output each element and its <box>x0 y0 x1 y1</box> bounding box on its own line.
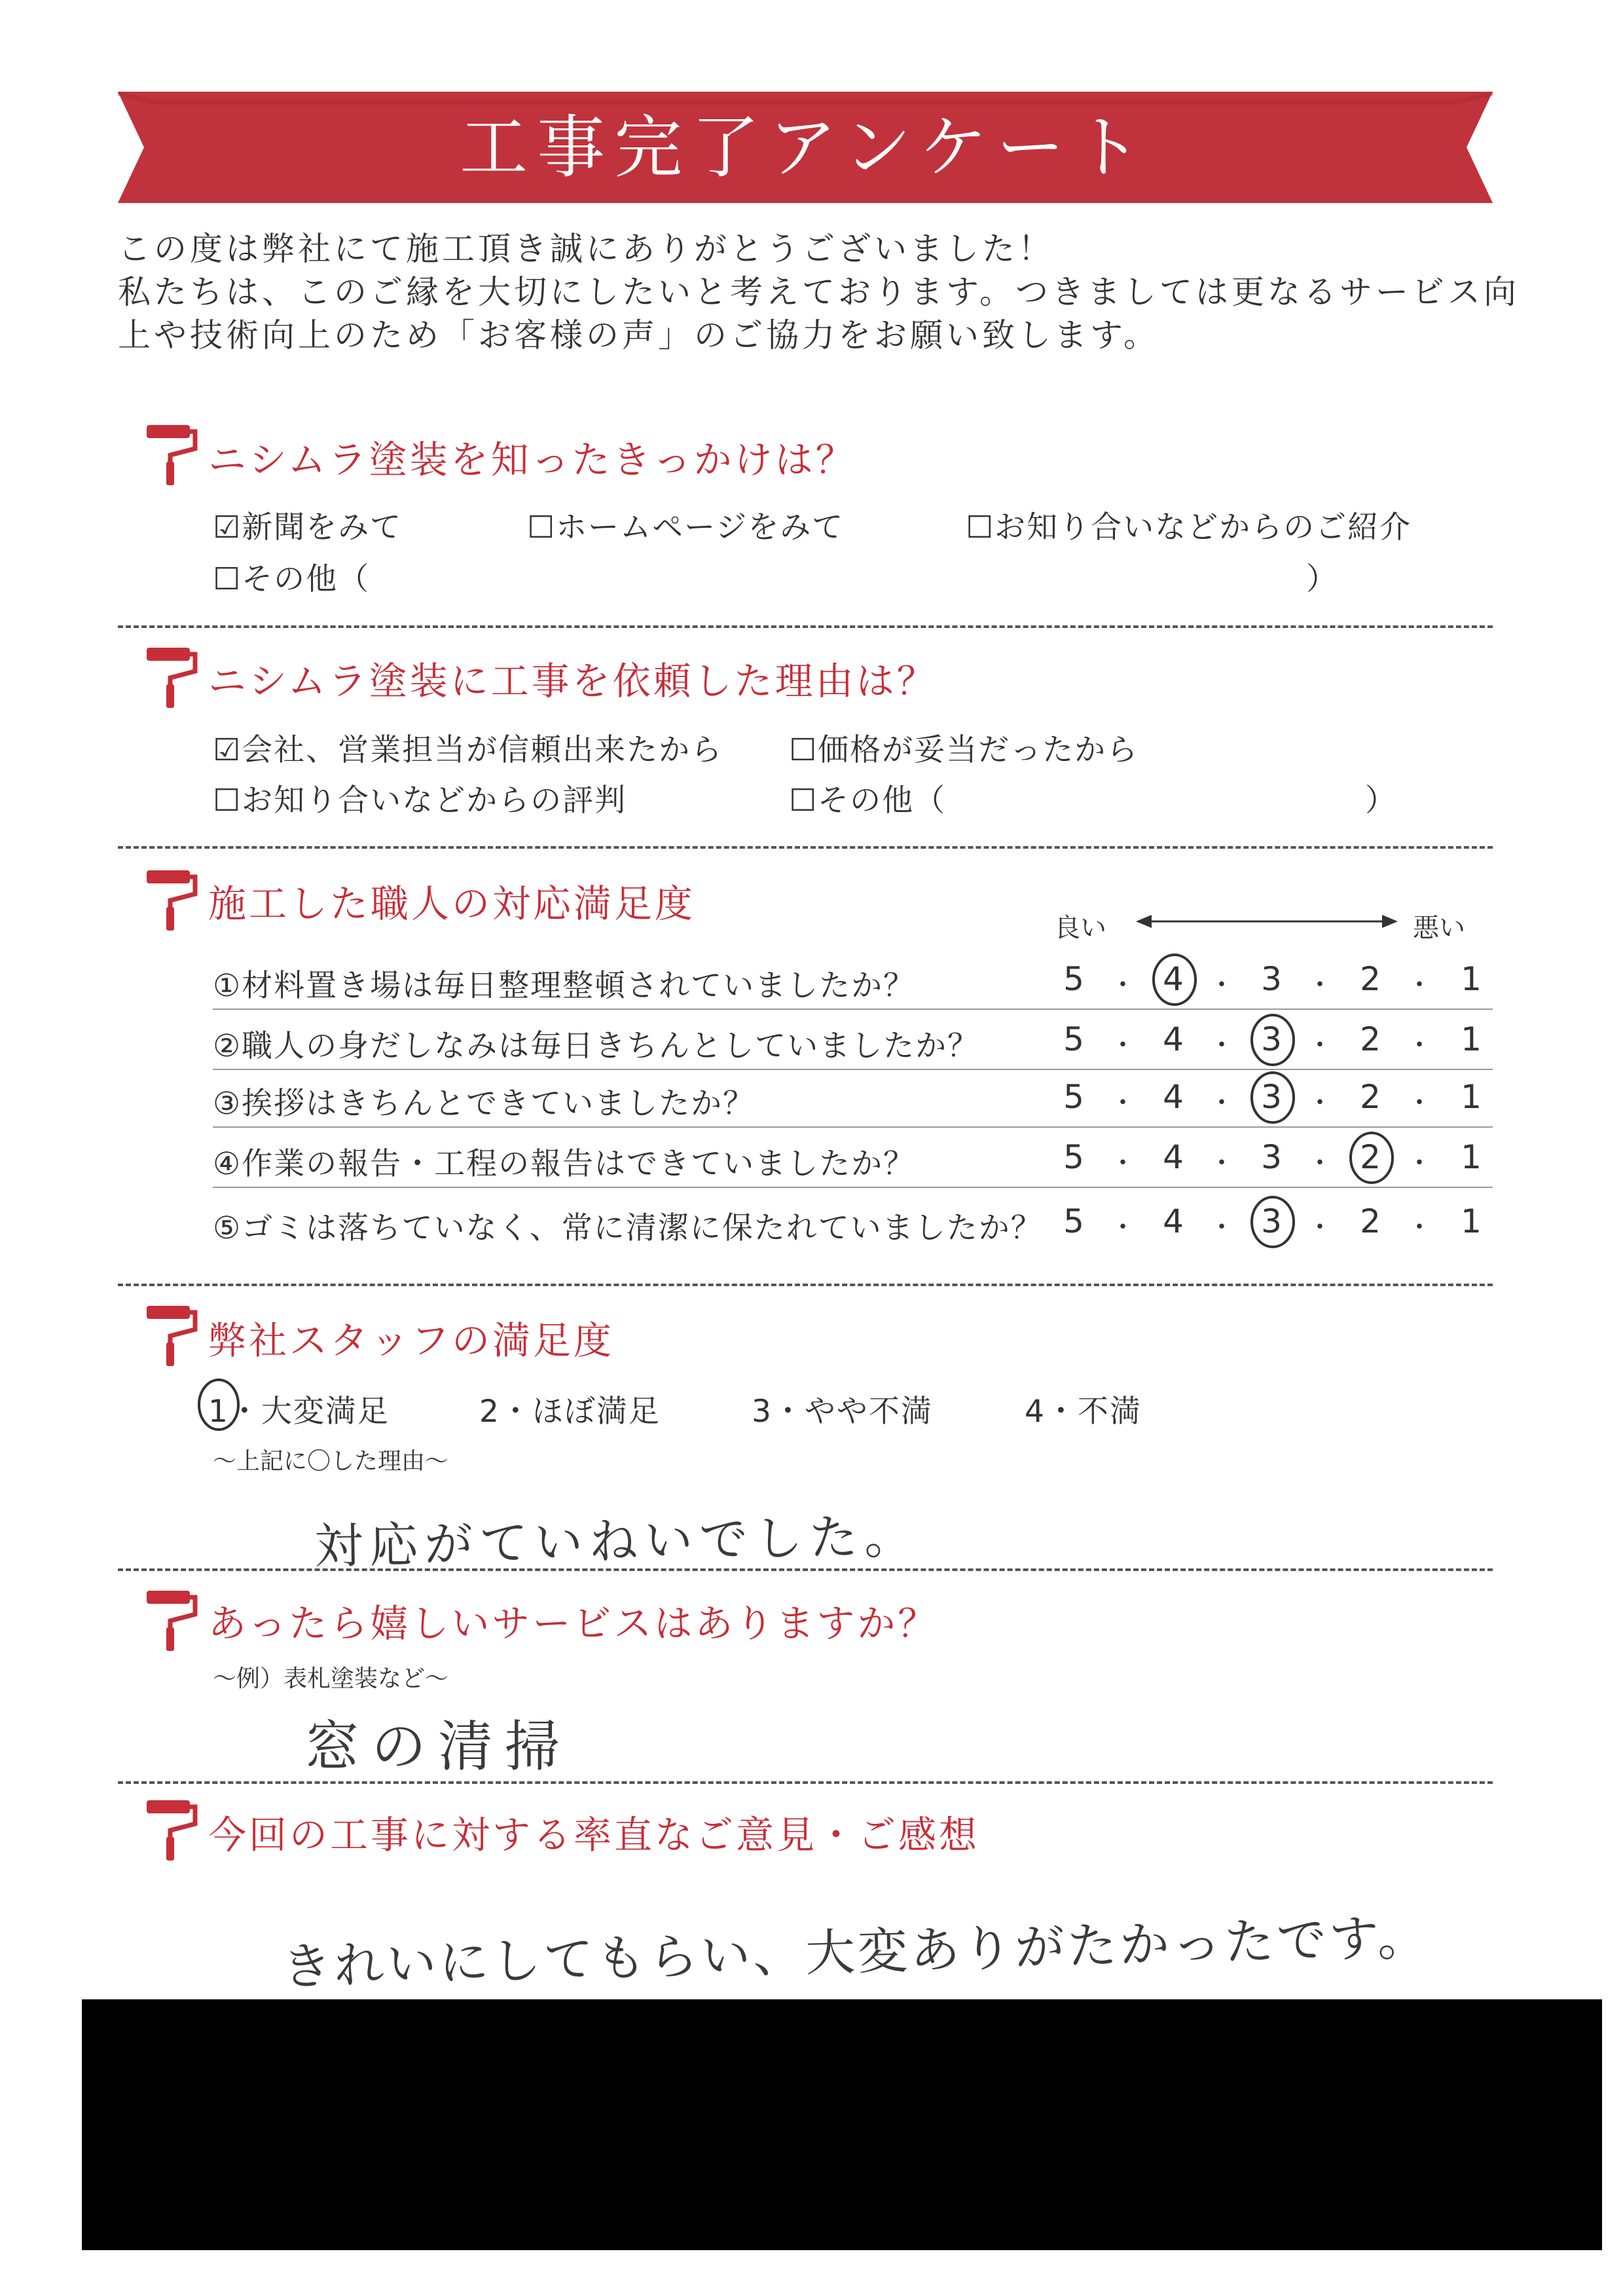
section-divider <box>118 625 1493 628</box>
q2-option-trust[interactable]: ☑会社、営業担当が信頼出来たから <box>213 732 723 768</box>
rating-question: ①材料置き場は毎日整理整頓されていましたか？ <box>213 968 916 1004</box>
rating-question: ④作業の報告・工程の報告はできていましたか？ <box>213 1146 916 1182</box>
q1-option-other[interactable]: ☐その他（ <box>213 561 371 597</box>
scale-arrow-icon <box>1136 912 1398 931</box>
scale-bad-label: 悪い <box>1413 913 1465 943</box>
rating-question: ②職人の身だしなみは毎日きちんとしていましたか？ <box>213 1028 980 1064</box>
q2-option-other[interactable]: ☐その他（ <box>789 783 947 819</box>
section-divider <box>118 846 1493 849</box>
rating-score-1[interactable]: 1 <box>1461 1202 1482 1240</box>
rating-score-4[interactable]: 4 <box>1163 1020 1184 1058</box>
section-divider <box>118 1781 1493 1784</box>
rating-question: ⑤ゴミは落ちていなく、常に清潔に保たれていましたか？ <box>213 1210 1043 1246</box>
q2-title: ニシムラ塗装に工事を依頼した理由は？ <box>208 659 938 703</box>
rating-score-3[interactable]: 3 <box>1261 960 1282 998</box>
rating-separator: ・ <box>1110 1212 1136 1242</box>
page-title: 工事完了アンケート <box>460 107 1151 187</box>
rating-score-2[interactable]: 2 <box>1360 1138 1381 1176</box>
rating-score-2[interactable]: 2 <box>1360 1202 1381 1240</box>
paint-roller-icon <box>145 1798 198 1863</box>
q6-handwritten-answer: きれいにしてもらい、大変ありがたかったです。 <box>281 1908 1431 1996</box>
rating-score-3[interactable]: 3 <box>1261 1202 1282 1240</box>
rating-separator: ・ <box>1110 970 1136 1000</box>
rating-separator: ・ <box>1209 1030 1235 1060</box>
intro-line-3: 上や技術向上のため「お客様の声」のご協力をお願い致します。 <box>118 316 1159 354</box>
rating-score-4[interactable]: 4 <box>1163 1202 1184 1240</box>
intro-line-2: 私たちは、このご縁を大切にしたいと考えております。つきましては更なるサービス向 <box>118 273 1520 311</box>
paint-roller-icon <box>145 868 198 933</box>
rating-separator: ・ <box>1406 1212 1432 1242</box>
rating-score-1[interactable]: 1 <box>1461 1138 1482 1176</box>
rating-separator: ・ <box>1209 1088 1235 1118</box>
rating-row-divider <box>213 1069 1493 1070</box>
paint-roller-icon <box>145 1303 198 1369</box>
q4-option-very-satisfied[interactable]: 1・大変満足 <box>208 1394 390 1430</box>
rating-row-divider <box>213 1009 1493 1010</box>
rating-separator: ・ <box>1110 1148 1136 1178</box>
rating-row-divider <box>213 1187 1493 1188</box>
intro-line-1: この度は弊社にて施工頂き誠にありがとうございました！ <box>118 230 1054 268</box>
rating-separator: ・ <box>1110 1030 1136 1060</box>
paint-roller-icon <box>145 645 198 711</box>
rating-score-1[interactable]: 1 <box>1461 1020 1482 1058</box>
rating-separator: ・ <box>1307 970 1333 1000</box>
selection-circle <box>1345 1126 1398 1189</box>
rating-score-4[interactable]: 4 <box>1163 960 1184 998</box>
rating-separator: ・ <box>1406 1148 1432 1178</box>
rating-score-5[interactable]: 5 <box>1063 1078 1084 1116</box>
q4-option-somewhat-unsatisfied[interactable]: 3・やや不満 <box>752 1394 933 1430</box>
rating-separator: ・ <box>1406 1030 1432 1060</box>
q5-example: 〜例）表札塗装など〜 <box>213 1665 449 1692</box>
q2-other-close: ） <box>1365 783 1397 819</box>
rating-score-2[interactable]: 2 <box>1360 1020 1381 1058</box>
rating-score-5[interactable]: 5 <box>1063 1020 1084 1058</box>
scale-good-label: 良い <box>1054 913 1106 943</box>
rating-separator: ・ <box>1307 1212 1333 1242</box>
section-divider <box>118 1284 1493 1286</box>
rating-score-3[interactable]: 3 <box>1261 1020 1282 1058</box>
q3-title: 施工した職人の対応満足度 <box>208 881 696 926</box>
q4-option-unsatisfied[interactable]: 4・不満 <box>1025 1394 1142 1430</box>
rating-score-4[interactable]: 4 <box>1163 1078 1184 1116</box>
q4-title: 弊社スタッフの満足度 <box>208 1318 615 1363</box>
rating-separator: ・ <box>1307 1148 1333 1178</box>
rating-score-2[interactable]: 2 <box>1360 1078 1381 1116</box>
rating-separator: ・ <box>1110 1088 1136 1118</box>
selection-circle <box>1247 1009 1299 1071</box>
rating-separator: ・ <box>1209 1148 1235 1178</box>
selection-circle <box>195 1374 244 1436</box>
selection-circle <box>1247 1191 1299 1253</box>
rating-score-5[interactable]: 5 <box>1063 960 1084 998</box>
selection-circle <box>1148 948 1201 1010</box>
rating-score-1[interactable]: 1 <box>1461 960 1482 998</box>
rating-separator: ・ <box>1406 970 1432 1000</box>
q1-option-referral[interactable]: ☐お知り合いなどからのご紹介 <box>966 509 1412 546</box>
q5-handwritten-answer: 窓の清掃 <box>304 1714 572 1779</box>
rating-score-1[interactable]: 1 <box>1461 1078 1482 1116</box>
q4-reason-label: 〜上記に〇した理由〜 <box>213 1448 449 1475</box>
paint-roller-icon <box>145 422 198 488</box>
rating-separator: ・ <box>1209 970 1235 1000</box>
q1-option-homepage[interactable]: ☐ホームページをみて <box>527 509 845 546</box>
q1-option-newspaper[interactable]: ☑新聞をみて <box>213 509 403 546</box>
rating-score-2[interactable]: 2 <box>1360 960 1381 998</box>
q4-handwritten-answer: 対応がていねいでした。 <box>314 1508 920 1576</box>
rating-row-divider <box>213 1126 1493 1128</box>
paint-roller-icon <box>145 1588 198 1654</box>
q5-title: あったら嬉しいサービスはありますか？ <box>208 1601 939 1646</box>
selection-circle <box>1247 1066 1299 1128</box>
rating-separator: ・ <box>1307 1088 1333 1118</box>
rating-separator: ・ <box>1406 1088 1432 1118</box>
rating-score-5[interactable]: 5 <box>1063 1138 1084 1176</box>
q6-title: 今回の工事に対する率直なご意見・ご感想 <box>208 1813 980 1857</box>
q4-option-mostly-satisfied[interactable]: 2・ほぼ満足 <box>479 1394 661 1430</box>
section-divider <box>118 1568 1493 1571</box>
redaction-block <box>82 1999 1602 2250</box>
q1-title: ニシムラ塗装を知ったきっかけは？ <box>208 437 856 482</box>
rating-score-3[interactable]: 3 <box>1261 1138 1282 1176</box>
rating-score-5[interactable]: 5 <box>1063 1202 1084 1240</box>
rating-separator: ・ <box>1307 1030 1333 1060</box>
q1-other-close: ） <box>1306 561 1338 597</box>
rating-separator: ・ <box>1209 1212 1235 1242</box>
q2-option-reputation[interactable]: ☐お知り合いなどからの評判 <box>213 783 627 819</box>
rating-score-4[interactable]: 4 <box>1163 1138 1184 1176</box>
q2-option-price[interactable]: ☐価格が妥当だったから <box>789 732 1139 768</box>
rating-question: ③挨拶はきちんとできていましたか？ <box>213 1086 756 1122</box>
rating-score-3[interactable]: 3 <box>1261 1078 1282 1116</box>
